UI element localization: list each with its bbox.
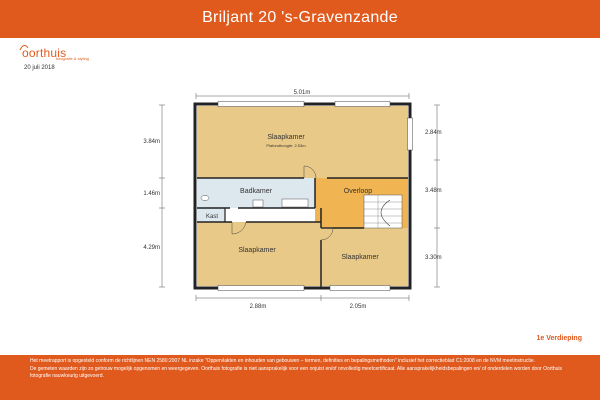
dim-right-top: 2.84m <box>425 130 442 136</box>
disclaimer-paragraph: Het meetrapport is opgesteld conform de richtlijnen NEN 2580:2007 NL inzake "Oppervlakten en inhouden van gebouwen – termen, definities en bepalingsmethoden" inclusief het correctieblad C1:2008 en de NVM meetinstructie. <box>30 358 536 364</box>
floor-slaapkamer-left <box>197 222 321 286</box>
brand-name: oorthuis <box>22 46 67 60</box>
staircase <box>364 195 402 228</box>
floor-label: 1e Verdieping <box>536 335 582 342</box>
room-ceiling-height: Plafondhoogte: 2.53m <box>266 143 306 148</box>
floor-slaapkamer-top <box>197 106 408 178</box>
page-title: Briljant 20 's-Gravenzande <box>202 9 398 26</box>
dim-top-width: 5.01m <box>293 90 311 96</box>
room-label-slaapkamer-left: Slaapkamer <box>238 247 276 254</box>
dim-bottom-right-width: 2.05m <box>349 304 367 310</box>
disclaimer-paragraph: De gemeten waarden zijn zo getrouw mogelijk opgenomen en weergegeven. Oorthuis fotografie is niet aansprakelijk voor een onjuist en/of onvolledig meetcertificaat. Alle aansprakelijkheidsbepalingen en/ of onderdelen worden door Oorthuis fotografie nauwkeurig uitgevoerd. <box>30 366 562 379</box>
dim-right-bottom: 3.30m <box>425 255 442 261</box>
room-label-slaapkamer-right: Slaapkamer <box>341 254 379 261</box>
bathtub-icon <box>282 199 308 207</box>
sink-icon <box>253 200 263 207</box>
room-label-overloop: Overloop <box>343 188 373 195</box>
toilet-icon <box>201 196 209 201</box>
disclaimer <box>30 358 575 381</box>
dim-left-top: 3.84m <box>143 139 160 145</box>
room-label-slaapkamer-top: Slaapkamer <box>267 134 305 141</box>
brand-tagline: fotografie & styling <box>56 56 89 61</box>
dim-left-bottom: 4.29m <box>143 245 160 251</box>
room-label-kast: Kast <box>205 214 219 220</box>
plan-date: 20 juli 2018 <box>24 65 55 71</box>
room-label-badkamer: Badkamer <box>240 188 272 195</box>
dim-left-mid: 1.46m <box>143 191 160 197</box>
dim-bottom-left-width: 2.88m <box>249 304 267 310</box>
dim-right-mid: 3.48m <box>425 188 442 194</box>
